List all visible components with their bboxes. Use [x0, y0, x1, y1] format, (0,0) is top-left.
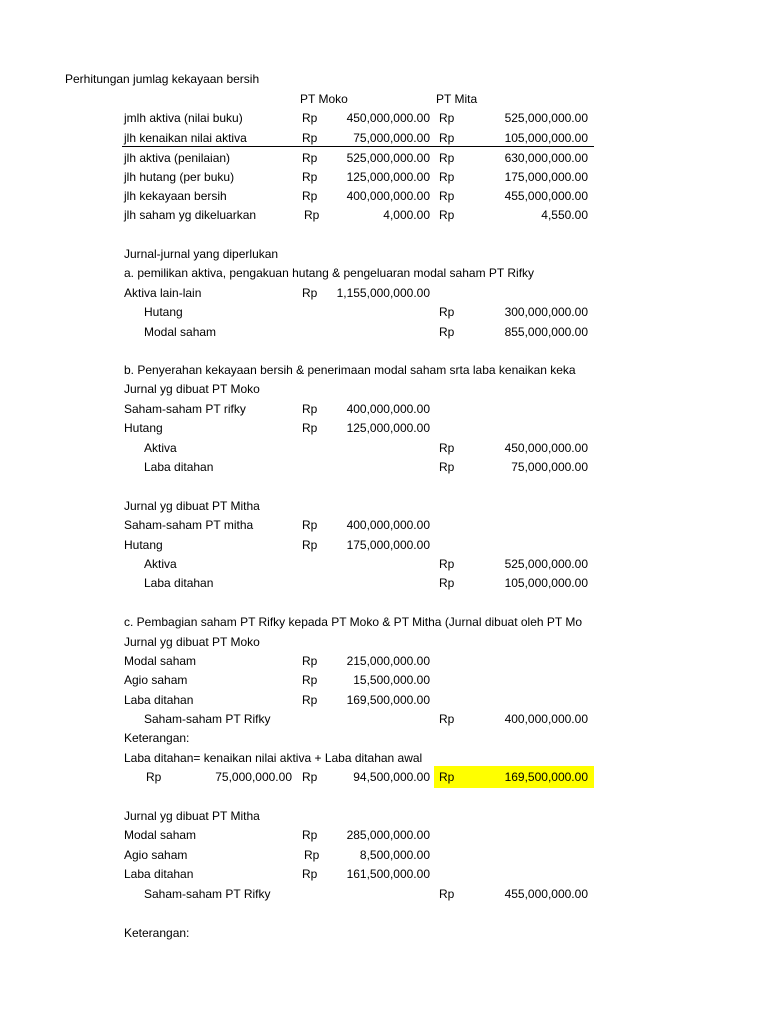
- journal-debit: 169,500,000.00: [346, 693, 430, 707]
- rp-label: Rp: [302, 828, 318, 842]
- summary-mita-value: 525,000,000.00: [504, 111, 588, 125]
- column-header-moko: PT Moko: [300, 92, 348, 106]
- journal-credit: 400,000,000.00: [504, 712, 588, 726]
- summary-moko-value: 125,000,000.00: [346, 170, 430, 184]
- rp-label: Rp: [439, 151, 455, 165]
- journal-account: Laba ditahan: [124, 867, 194, 881]
- journal-account: Saham-saham PT mitha: [124, 518, 254, 532]
- rp-label: Rp: [302, 111, 318, 125]
- column-header-mita: PT Mita: [436, 92, 478, 106]
- journal-credit: 455,000,000.00: [504, 887, 588, 901]
- journal-debit: 15,500,000.00: [353, 673, 430, 687]
- rp-label: Rp: [439, 576, 455, 590]
- journal-account: Modal saham: [124, 828, 197, 842]
- total-underline: [122, 146, 594, 147]
- rp-label: Rp: [439, 189, 455, 203]
- summary-moko-value: 450,000,000.00: [346, 111, 430, 125]
- journal-debit: 125,000,000.00: [346, 421, 430, 435]
- journal-debit: 175,000,000.00: [346, 538, 430, 552]
- calc-value-a: 75,000,000.00: [215, 770, 292, 784]
- rp-label: Rp: [304, 848, 320, 862]
- summary-label: jlh hutang (per buku): [124, 170, 235, 184]
- journal-account: Agio saham: [124, 673, 188, 687]
- section-b-title: b. Penyerahan kekayaan bersih & penerimaan modal saham srta laba kenaikan keka: [124, 363, 576, 377]
- rp-label: Rp: [302, 402, 318, 416]
- journal-account: Aktiva: [144, 441, 177, 455]
- rp-label: Rp: [302, 170, 318, 184]
- summary-moko-value: 400,000,000.00: [346, 189, 430, 203]
- summary-label: jmlh aktiva (nilai buku): [124, 111, 243, 125]
- page-title: Perhitungan jumlag kekayaan bersih: [65, 72, 260, 86]
- rp-label: Rp: [302, 131, 318, 145]
- journal-account: Saham-saham PT rifky: [124, 402, 246, 416]
- journal-heading: Jurnal yg dibuat PT Mitha: [124, 809, 260, 823]
- journal-credit: 300,000,000.00: [504, 305, 588, 319]
- rp-label: Rp: [302, 770, 318, 784]
- rp-label: Rp: [439, 557, 455, 571]
- journal-account: Hutang: [124, 538, 163, 552]
- journal-credit: 855,000,000.00: [504, 325, 588, 339]
- summary-mita-value: 455,000,000.00: [504, 189, 588, 203]
- keterangan-label: Keterangan:: [124, 926, 190, 940]
- rp-label: Rp: [302, 421, 318, 435]
- summary-label: jlh kenaikan nilai aktiva: [124, 131, 247, 145]
- rp-label: Rp: [302, 286, 318, 300]
- rp-label: Rp: [439, 208, 455, 222]
- journal-account: Laba ditahan: [144, 460, 214, 474]
- rp-label: Rp: [439, 131, 455, 145]
- journal-heading: Jurnal yg dibuat PT Moko: [124, 382, 260, 396]
- journal-account: Saham-saham PT Rifky: [144, 712, 271, 726]
- summary-mita-value: 105,000,000.00: [504, 131, 588, 145]
- rp-label: Rp: [439, 325, 455, 339]
- rp-label: Rp: [439, 770, 455, 784]
- journal-debit: 285,000,000.00: [346, 828, 430, 842]
- journal-account: Hutang: [124, 421, 163, 435]
- keterangan-label: Keterangan:: [124, 731, 190, 745]
- journal-account: Hutang: [144, 305, 183, 319]
- summary-mita-value: 4,550.00: [541, 208, 588, 222]
- journal-account: Aktiva: [144, 557, 177, 571]
- section-c-title: c. Pembagian saham PT Rifky kepada PT Moko & PT Mitha (Jurnal dibuat oleh PT Mo: [124, 615, 582, 629]
- calc-value-b: 94,500,000.00: [353, 770, 430, 784]
- summary-moko-value: 4,000.00: [383, 208, 430, 222]
- section-a-title: a. pemilikan aktiva, pengakuan hutang & pengeluaran modal saham PT Rifky: [124, 266, 535, 280]
- journal-account: Saham-saham PT Rifky: [144, 887, 271, 901]
- summary-label: jlh aktiva (penilaian): [124, 151, 231, 165]
- journal-debit: 161,500,000.00: [346, 867, 430, 881]
- journal-credit: 525,000,000.00: [504, 557, 588, 571]
- journal-account: Agio saham: [124, 848, 188, 862]
- journal-account: Laba ditahan: [124, 693, 194, 707]
- rp-label: Rp: [439, 460, 455, 474]
- rp-label: Rp: [439, 111, 455, 125]
- rp-label: Rp: [302, 693, 318, 707]
- journal-account: Laba ditahan: [144, 576, 214, 590]
- rp-label: Rp: [146, 770, 162, 784]
- journal-credit: 450,000,000.00: [504, 441, 588, 455]
- summary-mita-value: 630,000,000.00: [504, 151, 588, 165]
- journal-account: Modal saham: [124, 654, 197, 668]
- rp-label: Rp: [302, 518, 318, 532]
- rp-label: Rp: [302, 673, 318, 687]
- rp-label: Rp: [439, 441, 455, 455]
- journal-debit: 400,000,000.00: [346, 518, 430, 532]
- calc-result: 169,500,000.00: [504, 770, 588, 784]
- journal-debit: 400,000,000.00: [346, 402, 430, 416]
- summary-label: jlh kekayaan bersih: [124, 189, 227, 203]
- formula-text: Laba ditahan= kenaikan nilai aktiva + Laba ditahan awal: [124, 751, 423, 765]
- rp-label: Rp: [302, 867, 318, 881]
- rp-label: Rp: [302, 189, 318, 203]
- rp-label: Rp: [302, 654, 318, 668]
- rp-label: Rp: [439, 305, 455, 319]
- journal-account: Modal saham: [144, 325, 217, 339]
- rp-label: Rp: [439, 887, 455, 901]
- rp-label: Rp: [439, 170, 455, 184]
- rp-label: Rp: [302, 538, 318, 552]
- rp-label: Rp: [439, 712, 455, 726]
- rp-label: Rp: [304, 208, 320, 222]
- journal-debit: 1,155,000,000.00: [336, 286, 430, 300]
- journal-heading: Jurnal yg dibuat PT Moko: [124, 635, 260, 649]
- summary-moko-value: 75,000,000.00: [353, 131, 430, 145]
- journal-credit: 75,000,000.00: [511, 460, 588, 474]
- journal-account: Aktiva lain-lain: [124, 286, 202, 300]
- journal-debit: 215,000,000.00: [346, 654, 430, 668]
- summary-label: jlh saham yg dikeluarkan: [124, 208, 257, 222]
- rp-label: Rp: [302, 151, 318, 165]
- summary-mita-value: 175,000,000.00: [504, 170, 588, 184]
- section-heading: Jurnal-jurnal yang diperlukan: [124, 247, 279, 261]
- journal-credit: 105,000,000.00: [504, 576, 588, 590]
- journal-heading: Jurnal yg dibuat PT Mitha: [124, 499, 260, 513]
- summary-moko-value: 525,000,000.00: [346, 151, 430, 165]
- journal-debit: 8,500,000.00: [359, 848, 430, 862]
